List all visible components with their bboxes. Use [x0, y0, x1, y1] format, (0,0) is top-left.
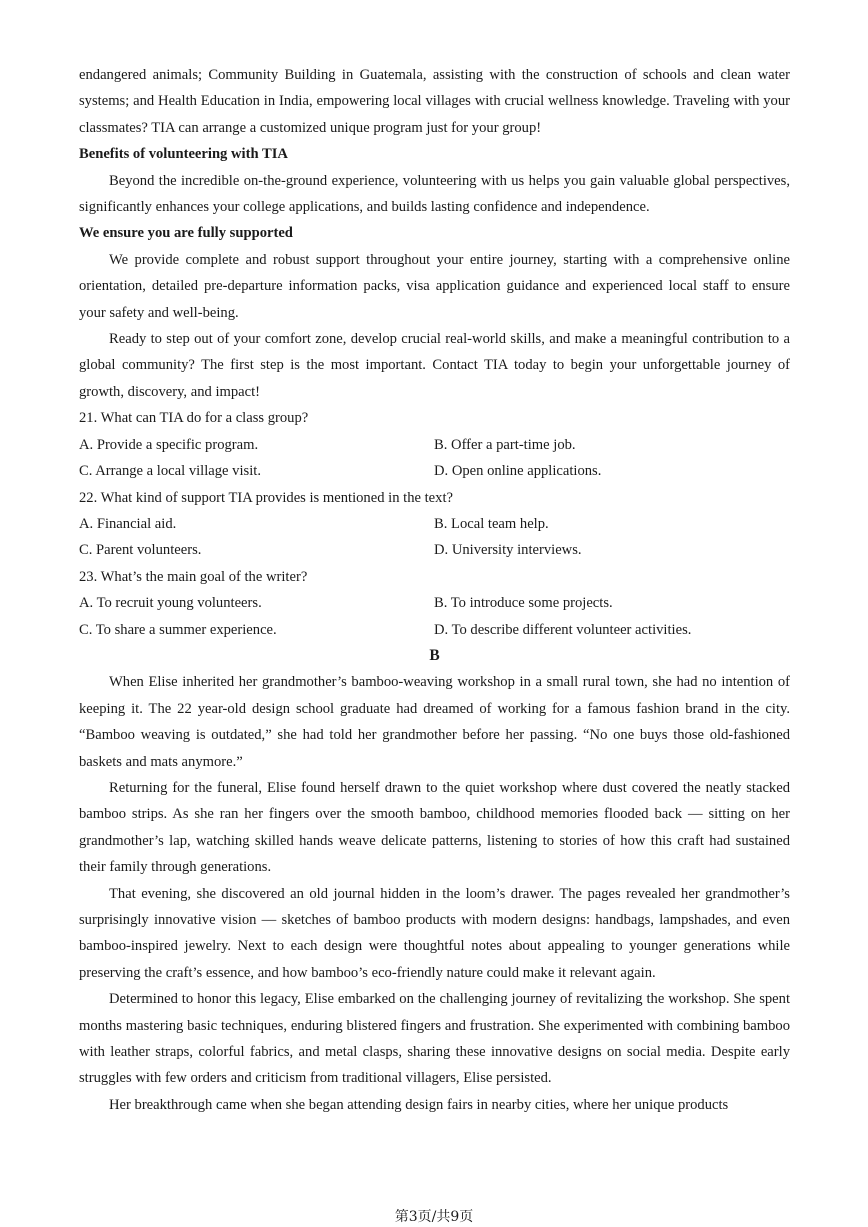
- question-stem: 23. What’s the main goal of the writer?: [79, 568, 308, 585]
- option-d: D. Open online applications.: [434, 463, 602, 480]
- passage-b-paragraph: Returning for the funeral, Elise found herself drawn to the quiet workshop where dust covered the neatly stacked bamboo strips. As she ran her fingers over the smooth bamboo, childhood memories flooded back — sitting on her grandmother’s lap, watching skilled hands weave delicate patterns, listening to stories of how this craft had sustained their family through generations.: [79, 779, 790, 876]
- passage-b-paragraph: When Elise inherited her grandmother’s bamboo-weaving workshop in a small rural town, she had no intention of keeping it. The 22 year-old design school graduate had dreamed of working for a famous fashion brand in the city. “Bamboo weaving is outdated,” she had told her grandmother before her passing. “No one buys those old-fashioned baskets and mats anymore.”: [79, 674, 790, 770]
- benefits-paragraph: Beyond the incredible on-the-ground experience, volunteering with us helps you gain valuable global perspectives, significantly enhances your college applications, and builds lasting confidence and independence.: [79, 172, 790, 216]
- document-page: [79, 62, 790, 1118]
- option-b: B. Offer a part-time job.: [434, 436, 576, 453]
- option-c: C. Parent volunteers.: [79, 542, 202, 559]
- question-21: [79, 405, 790, 484]
- passage-a-continuation: endangered animals; Community Building in Guatemala, assisting with the construction of schools and clean water systems; and Health Education in India, empowering local villages with crucial wellness knowledge. Traveling with your classmates? TIA can arrange a customized unique program just for your group!: [79, 67, 790, 136]
- page-number: 第3页/共9页: [394, 1209, 474, 1225]
- heading-support: We ensure you are fully supported: [79, 225, 293, 242]
- option-a: A. Financial aid.: [79, 515, 177, 532]
- closing-paragraph: Ready to step out of your comfort zone, develop crucial real-world skills, and make a meaningful contribution to a global community? The first step is the most important. Contact TIA today to begin your unforgettable journey of growth, discovery, and impact!: [79, 331, 790, 400]
- option-c: C. To share a summer experience.: [79, 621, 277, 638]
- passage-b-paragraph: That evening, she discovered an old journal hidden in the loom’s drawer. The pages revealed her grandmother’s surprisingly innovative vision — sketches of bamboo products with modern designs: handbags, lampshades, and even bamboo-inspired jewelry. Next to each design were thoughtful notes about appealing to younger generations while preserving the craft’s essence, and how bamboo’s eco-friendly nature could make it relevant again.: [79, 885, 790, 981]
- option-d: D. To describe different volunteer activities.: [434, 621, 692, 638]
- option-c: C. Arrange a local village visit.: [79, 463, 261, 480]
- heading-benefits: Benefits of volunteering with TIA: [79, 146, 288, 163]
- question-options: [79, 590, 790, 643]
- question-options: [79, 511, 790, 564]
- passage-b-paragraph: Determined to honor this legacy, Elise embarked on the challenging journey of revitalizing the workshop. She spent months mastering basic techniques, enduring blistered fingers and frustration. She experimented with combining bamboo with leather straps, colorful fabrics, and metal clasps, sharing these innovative designs on social media. Despite early struggles with few orders and criticism from traditional villagers, Elise persisted.: [79, 991, 790, 1087]
- question-options: [79, 432, 790, 485]
- section-heading-b: B: [429, 646, 440, 664]
- support-paragraph: We provide complete and robust support throughout your entire journey, starting with a comprehensive online orientation, detailed pre-departure information packs, visa application guidance and experienced local staff to ensure your safety and well-being.: [79, 251, 790, 321]
- question-22: [79, 485, 790, 564]
- question-23: [79, 564, 790, 643]
- option-b: B. Local team help.: [434, 515, 549, 532]
- question-stem: 22. What kind of support TIA provides is mentioned in the text?: [79, 489, 453, 506]
- option-d: D. University interviews.: [434, 542, 582, 559]
- option-a: A. To recruit young volunteers.: [79, 595, 262, 612]
- option-b: B. To introduce some projects.: [434, 595, 613, 612]
- question-stem: 21. What can TIA do for a class group?: [79, 410, 309, 427]
- option-a: A. Provide a specific program.: [79, 436, 259, 453]
- passage-b-paragraph: Her breakthrough came when she began attending design fairs in nearby cities, where her unique products: [109, 1096, 729, 1113]
